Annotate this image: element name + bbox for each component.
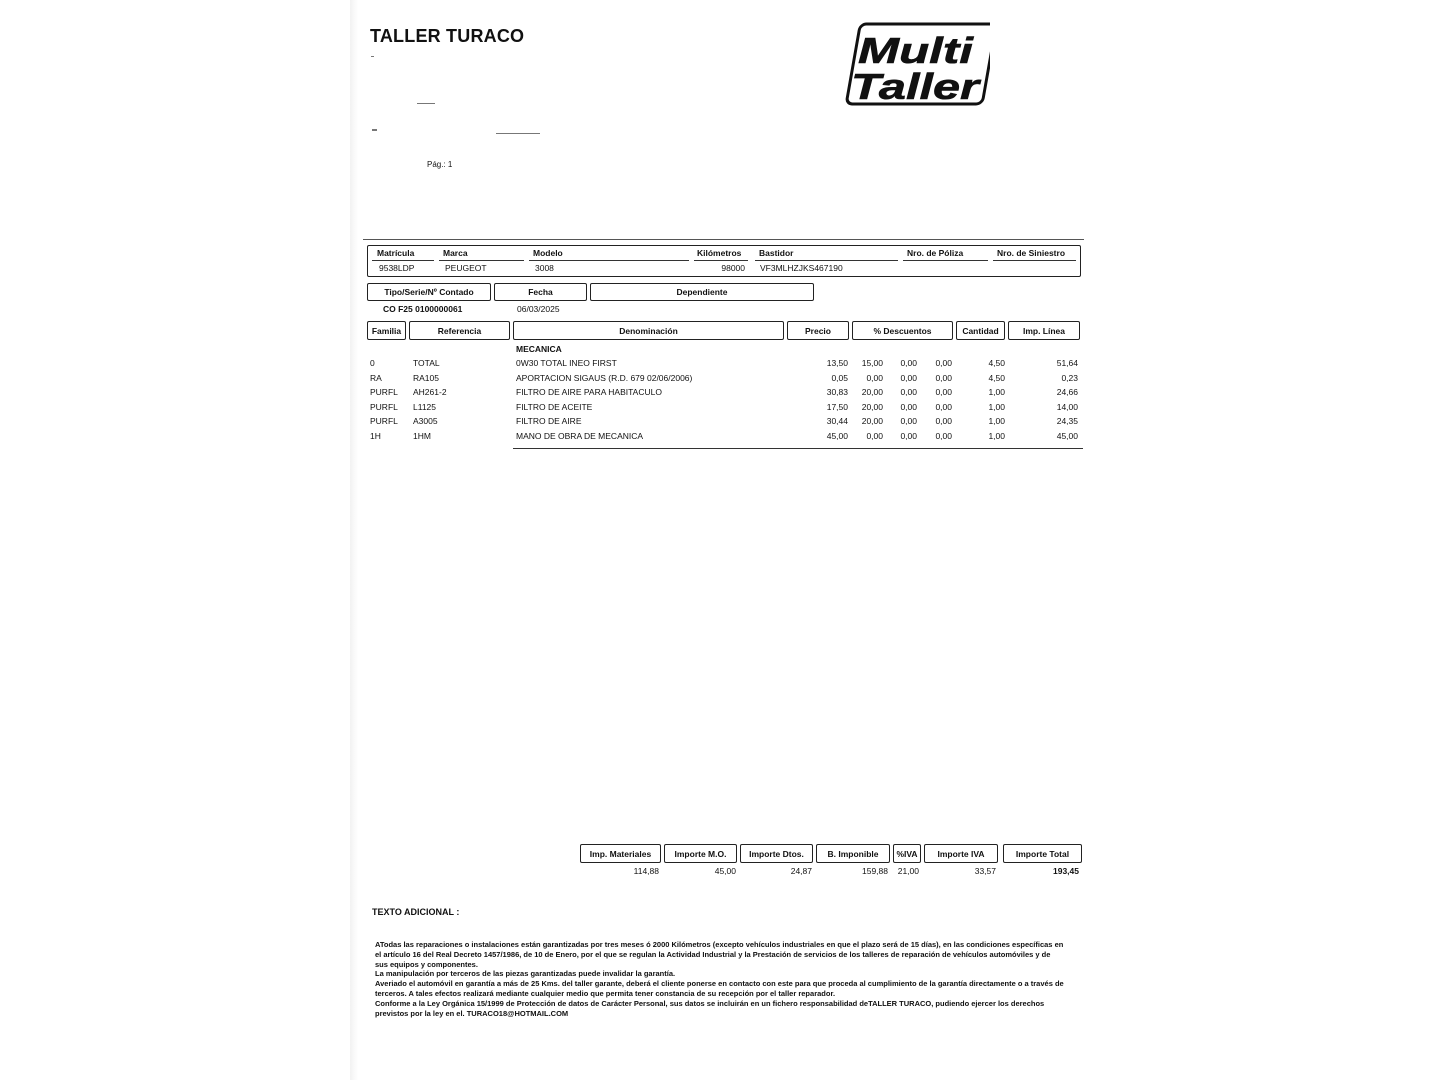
redacted-mark [372, 129, 377, 131]
line-referencia: A3005 [413, 416, 438, 427]
legal-line: Averiado el automóvil en garantía a más de 25 Kms. del taller garante, deberá el cliente ponerse en contacto con este para que proceda al cumplimiento de la garantía directamente o a través de terceros. A tales efectos realizará mediante cualquier medio que permita tener constancia de su recepción por el taller reparador. [375, 979, 1064, 998]
underline [439, 260, 524, 261]
line-denominacion: MANO DE OBRA DE MECANICA [516, 431, 644, 441]
underline [372, 260, 434, 261]
table-end-line [513, 448, 1083, 449]
value-kilometros: 98000 [721, 263, 745, 273]
header-tipo-serie: Tipo/Serie/Nº Contado [367, 283, 491, 301]
line-referencia: AH261-2 [413, 387, 447, 398]
line-referencia: 1HM [413, 431, 431, 441]
total-header-mo: Importe M.O. [664, 844, 737, 863]
line-d1: 20,00 [861, 416, 883, 427]
line-cantidad: 4,50 [988, 358, 1005, 368]
underline [903, 260, 988, 261]
total-header-total: Importe Total [1003, 844, 1082, 863]
header-modelo: Modelo [533, 248, 563, 258]
header-marca: Marca [443, 248, 468, 258]
line-precio: 0,05 [831, 372, 848, 383]
line-d1: 0,00 [866, 372, 883, 383]
line-cantidad: 1,00 [988, 387, 1005, 398]
col-descuentos: % Descuentos [852, 321, 953, 340]
legal-text [375, 940, 1065, 1018]
line-cantidad: 1,00 [988, 401, 1005, 412]
line-d2: 0,00 [900, 401, 917, 412]
line-cantidad: 4,50 [988, 372, 1005, 383]
total-header-iva: Importe IVA [924, 844, 998, 863]
value-fecha: 06/03/2025 [517, 304, 560, 314]
line-d2: 0,00 [900, 372, 917, 383]
underline [993, 260, 1076, 261]
line-d1: 20,00 [861, 387, 883, 398]
underline [529, 260, 689, 261]
line-d1: 20,00 [861, 401, 883, 412]
header-fecha: Fecha [494, 283, 587, 301]
page-edge [350, 0, 358, 1080]
header-matricula: Matrícula [377, 248, 415, 258]
underline [694, 260, 748, 261]
header-dependiente: Dependiente [590, 283, 814, 301]
logo-word-1: Multi [858, 30, 975, 71]
section-title: MECANICA [516, 344, 562, 354]
line-denominacion: FILTRO DE AIRE PARA HABITACULO [516, 387, 662, 398]
total-importe: 193,45 [1053, 866, 1079, 876]
legal-line: ATodas las reparaciones o instalaciones están garantizadas por tres meses ó 2000 Kilómetros (excepto vehículos industriales en que el plazo será de 15 días), en las condiciones específicas en el artículo 16 del Real Decreto 1457/1986, de 10 de Enero, por el que se regulan la Actividad Industrial y la Prestación de servicios de los talleres de reparación de vehículos automóviles y de sus equipos y componentes. [375, 940, 1064, 969]
total-iva-pct: 21,00 [897, 866, 919, 876]
line-d1: 15,00 [861, 358, 883, 368]
line-importe: 0,23 [1061, 372, 1078, 383]
total-materiales: 114,88 [633, 866, 659, 876]
line-referencia: TOTAL [413, 358, 440, 368]
value-marca: PEUGEOT [445, 263, 487, 273]
line-denominacion: APORTACION SIGAUS (R.D. 679 02/06/2006) [516, 372, 693, 383]
shop-name: TALLER TURACO [370, 26, 525, 46]
underline [755, 260, 898, 261]
total-iva: 33,57 [974, 866, 996, 876]
value-bastidor: VF3MLHZJKS467190 [760, 263, 843, 273]
line-cantidad: 1,00 [988, 431, 1005, 441]
line-d3: 0,00 [935, 401, 952, 412]
total-header-dtos: Importe Dtos. [740, 844, 813, 863]
line-familia: PURFL [370, 401, 398, 412]
header-bastidor: Bastidor [759, 248, 794, 258]
logo-word-2: Taller [851, 66, 982, 107]
line-d2: 0,00 [900, 431, 917, 441]
line-d2: 0,00 [900, 387, 917, 398]
line-d3: 0,00 [935, 387, 952, 398]
value-modelo: 3008 [535, 263, 554, 273]
line-d3: 0,00 [935, 358, 952, 368]
line-d2: 0,00 [900, 416, 917, 427]
additional-title: TEXTO ADICIONAL : [372, 907, 460, 917]
line-referencia: RA105 [413, 372, 439, 383]
total-header-iva-pct: %IVA [893, 844, 921, 863]
line-familia: 0 [370, 358, 375, 368]
line-precio: 30,83 [826, 387, 848, 398]
line-familia: RA [370, 372, 382, 383]
line-d3: 0,00 [935, 431, 952, 441]
line-importe: 45,00 [1056, 431, 1078, 441]
total-header-imponible: B. Imponible [816, 844, 890, 863]
line-d3: 0,00 [935, 416, 952, 427]
line-referencia: L1125 [413, 401, 437, 412]
multi-taller-logo [843, 20, 990, 108]
redacted-mark [371, 56, 374, 57]
line-familia: PURFL [370, 416, 398, 427]
line-importe: 14,00 [1056, 401, 1078, 412]
line-d1: 0,00 [866, 431, 883, 441]
total-header-materiales: Imp. Materiales [580, 844, 661, 863]
redacted-mark [496, 133, 540, 134]
total-imponible: 159,88 [862, 866, 888, 876]
page-number: Pág.: 1 [427, 160, 453, 169]
line-importe: 24,35 [1056, 416, 1078, 427]
col-referencia: Referencia [409, 321, 510, 340]
value-matricula: 9538LDP [379, 263, 415, 273]
col-denominacion: Denominación [513, 321, 784, 340]
line-familia: 1H [370, 431, 381, 441]
header-kilometros: Kilómetros [697, 248, 742, 258]
line-precio: 13,50 [826, 358, 848, 368]
col-familia: Familia [367, 321, 406, 340]
line-familia: PURFL [370, 387, 398, 398]
legal-line: Conforme a la Ley Orgánica 15/1999 de Protección de datos de Carácter Personal, sus datos se incluirán en un fichero responsabilidad deTALLER TURACO, pudiendo ejercer los derechos previstos por la ley en el. TURACO18@HOTMAIL.COM [375, 998, 1045, 1018]
line-precio: 17,50 [826, 401, 848, 412]
header-siniestro: Nro. de Siniestro [997, 248, 1066, 258]
line-denominacion: FILTRO DE AIRE [516, 416, 582, 427]
line-d2: 0,00 [900, 358, 917, 368]
total-mo: 45,00 [714, 866, 736, 876]
header-poliza: Nro. de Póliza [907, 248, 964, 258]
col-precio: Precio [787, 321, 849, 340]
line-cantidad: 1,00 [988, 416, 1005, 427]
legal-line: La manipulación por terceros de las piezas garantizadas puede invalidar la garantía. [375, 969, 676, 979]
line-importe: 24,66 [1056, 387, 1078, 398]
line-denominacion: 0W30 TOTAL INEO FIRST [516, 358, 617, 368]
divider [363, 239, 1084, 240]
value-tipo-serie: CO F25 0100000061 [383, 304, 463, 314]
col-imp-linea: Imp. Línea [1008, 321, 1080, 340]
line-precio: 45,00 [826, 431, 848, 441]
line-d3: 0,00 [935, 372, 952, 383]
total-dtos: 24,87 [790, 866, 812, 876]
line-importe: 51,64 [1056, 358, 1078, 368]
line-precio: 30,44 [826, 416, 848, 427]
line-denominacion: FILTRO DE ACEITE [516, 401, 593, 412]
redacted-mark [417, 103, 435, 104]
col-cantidad: Cantidad [956, 321, 1005, 340]
